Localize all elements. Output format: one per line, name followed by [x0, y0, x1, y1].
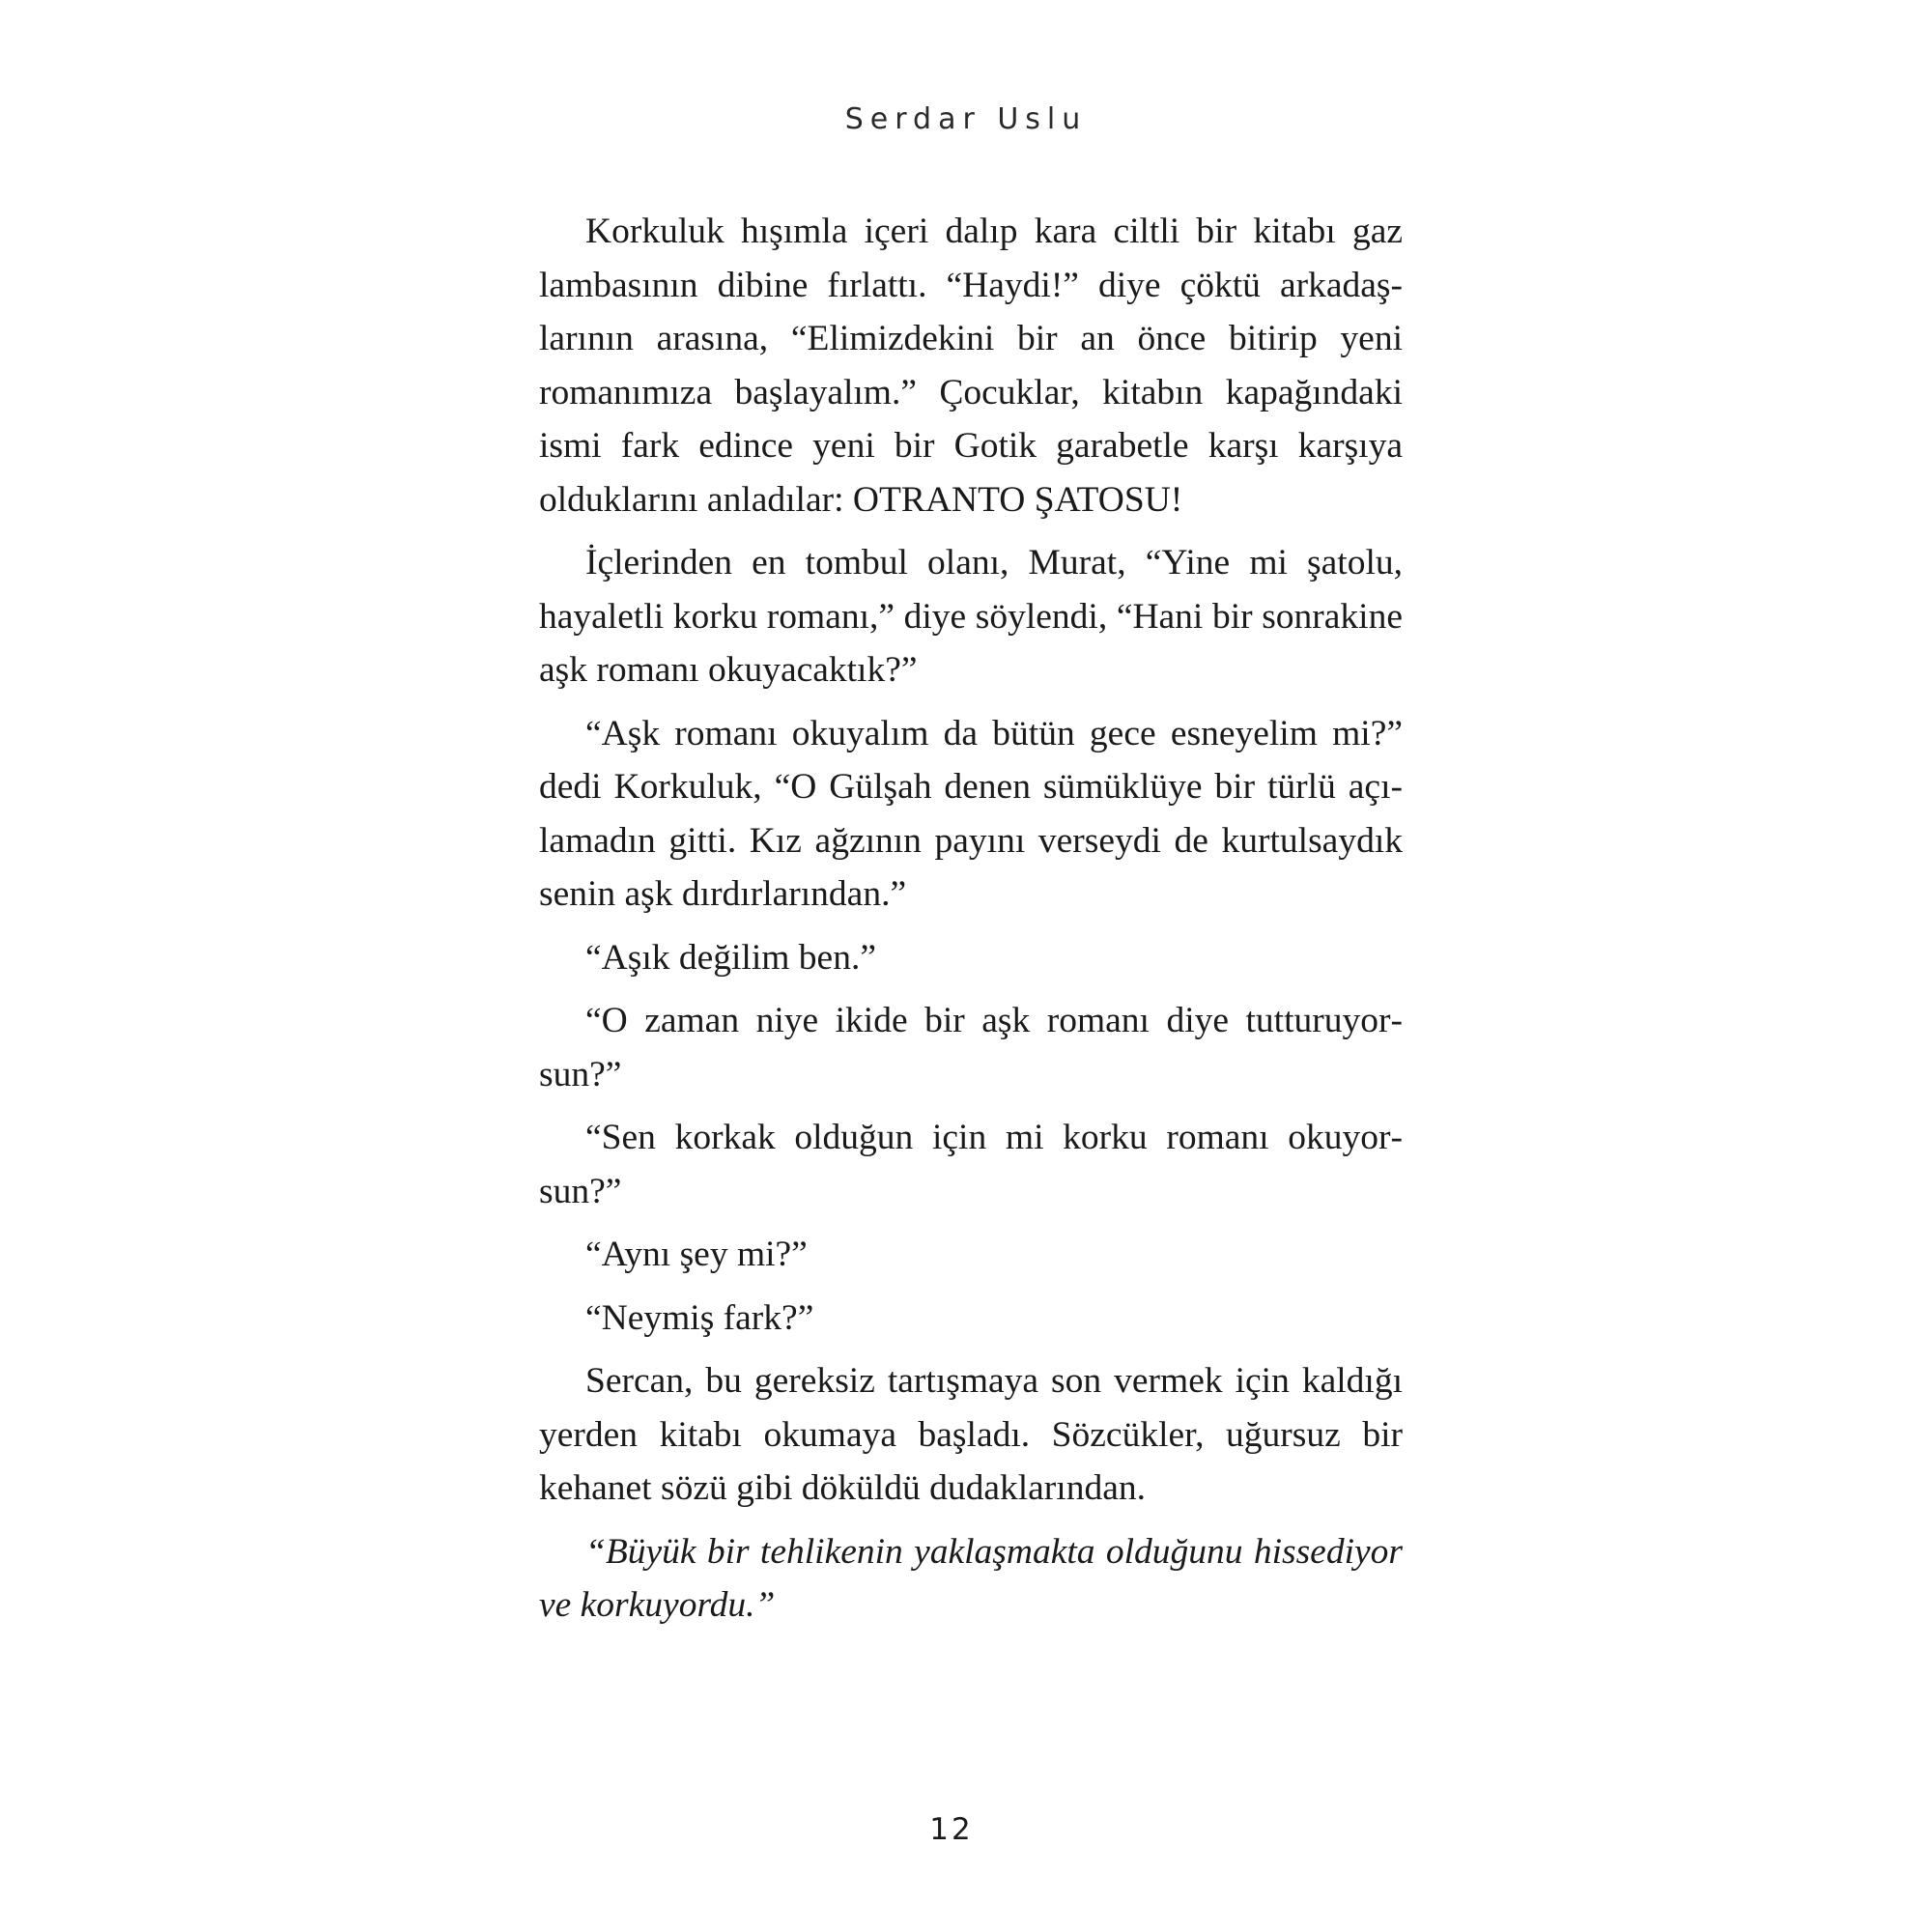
paragraph: Sercan, bu gereksiz tartışmaya son vermek için kaldığı yerden kitabı okumaya başladı. Sözcükler, uğursuz bir kehanet sözü gibi döküldü dudaklarından.	[539, 1361, 1403, 1508]
paragraph: “O zaman niye ikide bir aşk romanı diye tutturuyorsun?”	[539, 1001, 1403, 1094]
body-text	[539, 205, 1403, 1642]
paragraph: “Neymiş fark?”	[585, 1297, 814, 1338]
page-number: 12	[929, 1812, 974, 1847]
paragraph: “Aşk romanı okuyalım da bütün gece esneyelim mi?” dedi Korkuluk, “O Gülşah denen sümüklüye bir türlü açılamadın gitti. Kız ağzının payını verseydi de kurtulsaydık senin aşk dırdırlarından.”	[539, 713, 1403, 914]
paragraph: Korkuluk hışımla içeri dalıp kara ciltli bir kitabı gaz lambasının dibine fırlattı. “Haydi!” diye çöktü arkadaşlarının arasına, “Elimizdekini bir an önce bitirip yeni romanımıza başlayalım.” Çocuklar, kitabın kapağındaki ismi fark edince yeni bir Gotik garabetle karşı karşıya olduklarını anladılar: OTRANTO ŞATOSU!	[539, 212, 1403, 520]
running-head-author: Serdar Uslu	[844, 102, 1088, 136]
italic-quote-paragraph: “Büyük bir tehlikenin yaklaşmakta olduğunu hissediyor ve korkuyordu.”	[539, 1531, 1403, 1625]
paragraph: “Sen korkak olduğun için mi korku romanı okuyorsun?”	[539, 1118, 1403, 1211]
paragraph: “Aşık değilim ben.”	[585, 937, 876, 978]
paragraph: İçlerinden en tombul olanı, Murat, “Yine mi şatolu, hayaletli korku romanı,” diye söylendi, “Hani bir sonrakine aşk romanı okuyacaktık?”	[539, 543, 1403, 690]
paragraph: “Aynı şey mi?”	[585, 1235, 808, 1274]
